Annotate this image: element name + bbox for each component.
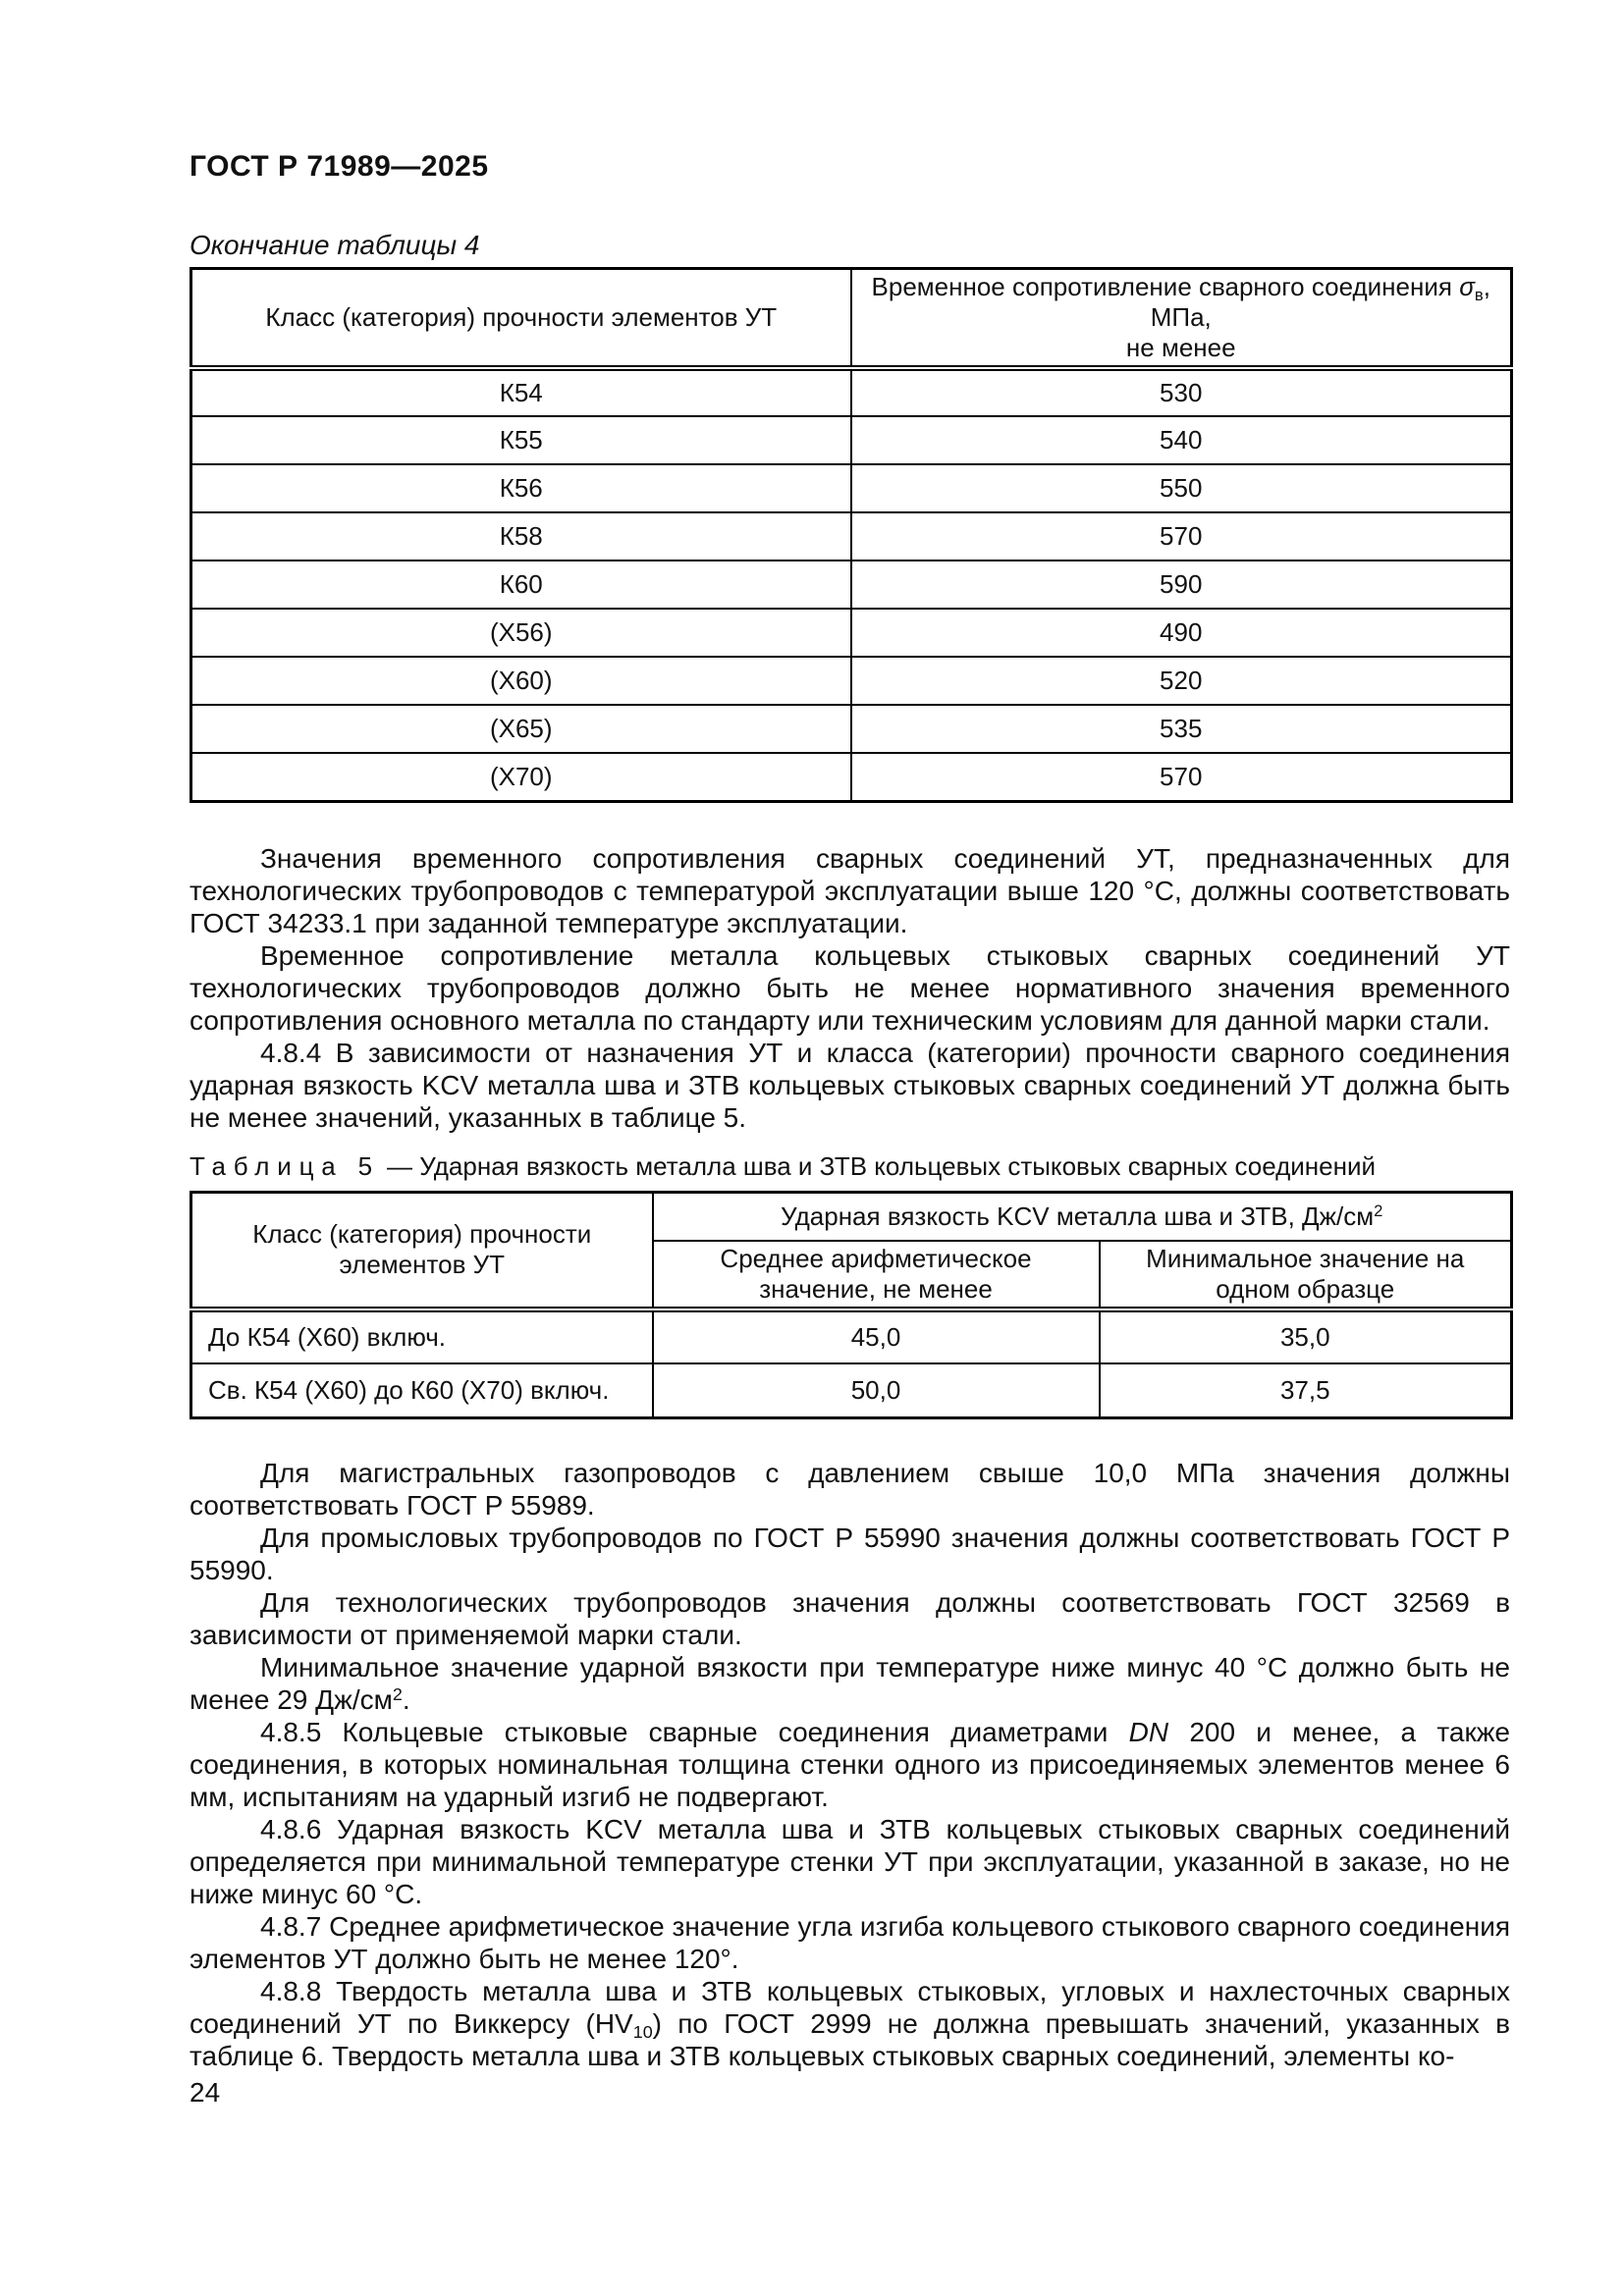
table-cell: 45,0 bbox=[653, 1309, 1100, 1363]
table-cell: К58 bbox=[191, 512, 851, 561]
table-row bbox=[191, 705, 1512, 753]
paragraph-min-impact-value: Минимальное значение ударной вязкости при температуре ниже минус 40 °С должно быть не менее 29 $Дж/см^2$. bbox=[189, 1651, 1510, 1715]
table4-col2-header: Временное сопротивление сварного соединения σв, МПа, не менее bbox=[851, 269, 1512, 369]
table-row bbox=[191, 368, 1512, 416]
table5-group-header: Ударная вязкость KCV металла шва и ЗТВ, $Дж/см^2$ bbox=[653, 1192, 1512, 1241]
table-cell: 50,0 bbox=[653, 1363, 1100, 1417]
paragraph-ring-joints-strength: Временное сопротивление металла кольцевых стыковых сварных соединений УТ технологических трубопроводов должно быть не менее нормативного значения временного сопротивления основного металла по стандарту или техническим условиям для данной марки стали. bbox=[189, 939, 1510, 1036]
table-row bbox=[191, 753, 1512, 801]
table-cell: 570 bbox=[851, 512, 1512, 561]
paragraph-4-8-5: 4.8.5 Кольцевые стыковые сварные соединения диаметрами DN 200 и менее, а также соединения, в которых номинальная толщина стенки одного из присоединяемых элементов менее 6 мм, испытаниям на ударный изгиб не подвергают. bbox=[189, 1716, 1510, 1812]
table4-body bbox=[191, 368, 1512, 801]
table-row bbox=[191, 609, 1512, 657]
table-cell: 540 bbox=[851, 416, 1512, 464]
table5-body bbox=[191, 1309, 1512, 1417]
paragraph-4-8-7: 4.8.7 Среднее арифметическое значение угла изгиба кольцевого стыкового сварного соединения элементов УТ должно быть не менее 120°. bbox=[189, 1910, 1510, 1974]
body-text-block-1 bbox=[189, 842, 1510, 1134]
doc-code: ГОСТ Р 71989—2025 bbox=[189, 150, 489, 183]
table-cell: (Х70) bbox=[191, 753, 851, 801]
table-cell: 535 bbox=[851, 705, 1512, 753]
table-row bbox=[191, 657, 1512, 705]
paragraph-tech-pipelines-gost32569: Для технологических трубопроводов значения должны соответствовать ГОСТ 32569 в зависимости от применяемой марки стали. bbox=[189, 1586, 1510, 1650]
table-row bbox=[191, 1309, 1512, 1363]
table-cell: 490 bbox=[851, 609, 1512, 657]
table5-col3-header: Минимальное значение на одном образце bbox=[1100, 1241, 1512, 1309]
table4-header-row bbox=[191, 269, 1512, 369]
table-row bbox=[191, 1363, 1512, 1417]
table5 bbox=[189, 1191, 1513, 1419]
table-row bbox=[191, 464, 1512, 512]
table5-caption-label: Таблица 5 bbox=[189, 1150, 380, 1181]
table-cell: 520 bbox=[851, 657, 1512, 705]
table-row bbox=[191, 416, 1512, 464]
table-cell: (Х56) bbox=[191, 609, 851, 657]
page-number: 24 bbox=[189, 2077, 221, 2108]
body-text-block-2 bbox=[189, 1457, 1510, 2072]
table-row bbox=[191, 512, 1512, 561]
table-row bbox=[191, 561, 1512, 609]
table-cell: К56 bbox=[191, 464, 851, 512]
table4-col1-header: Класс (категория) прочности элементов УТ bbox=[191, 269, 851, 369]
table-cell: К55 bbox=[191, 416, 851, 464]
table4-continuation-caption: Окончание таблицы 4 bbox=[189, 230, 480, 260]
paragraph-values-tech-pipelines: Значения временного сопротивления сварных соединений УТ, предназначенных для технологических трубопроводов с температурой эксплуатации выше 120 °С, должны соответствовать ГОСТ 34233.1 при заданной температуре эксплуатации. bbox=[189, 842, 1510, 938]
table-cell: До К54 (Х60) включ. bbox=[191, 1309, 653, 1363]
table-cell: К54 bbox=[191, 368, 851, 416]
paragraph-4-8-4: 4.8.4 В зависимости от назначения УТ и класса (категории) прочности сварного соединения ударная вязкость KCV металла шва и ЗТВ кольцевых стыковых сварных соединений УТ должна быть не менее значений, указанных в таблице 5. bbox=[189, 1037, 1510, 1133]
table4 bbox=[189, 267, 1513, 803]
table-cell: Св. К54 (Х60) до К60 (Х70) включ. bbox=[191, 1363, 653, 1417]
paragraph-4-8-8: 4.8.8 Твердость металла шва и ЗТВ кольцевых стыковых, угловых и нахлесточных сварных соединений УТ по Виккерсу (HV10) по ГОСТ 2999 не должна превышать значений, указанных в таблице 6. Твердость металла шва и ЗТВ кольцевых стыковых сварных соединений, элементы ко- bbox=[189, 1975, 1510, 2071]
table5-col2-header: Среднее арифметическое значение, не менее bbox=[653, 1241, 1100, 1309]
table-cell: 570 bbox=[851, 753, 1512, 801]
table-cell: 530 bbox=[851, 368, 1512, 416]
table-cell: (Х60) bbox=[191, 657, 851, 705]
table-cell: 37,5 bbox=[1100, 1363, 1512, 1417]
table-cell: К60 bbox=[191, 561, 851, 609]
table-cell: 590 bbox=[851, 561, 1512, 609]
table5-caption-text: — Ударная вязкость металла шва и ЗТВ кольцевых стыковых сварных соединений bbox=[379, 1150, 1377, 1181]
table-cell: (Х65) bbox=[191, 705, 851, 753]
paragraph-4-8-6: 4.8.6 Ударная вязкость KCV металла шва и ЗТВ кольцевых стыковых сварных соединений определяется при минимальной температуре стенки УТ при эксплуатации, указанной в заказе, но не ниже минус 60 °С. bbox=[189, 1813, 1510, 1909]
paragraph-main-gas-pipelines: Для магистральных газопроводов с давлением свыше 10,0 МПа значения должны соответствовать ГОСТ Р 55989. bbox=[189, 1457, 1510, 1521]
table5-header-row-1 bbox=[191, 1192, 1512, 1241]
table5-col1-header: Класс (категория) прочности элементов УТ bbox=[191, 1192, 653, 1309]
table-cell: 550 bbox=[851, 464, 1512, 512]
table5-caption bbox=[189, 1150, 1510, 1183]
paragraph-field-pipelines: Для промысловых трубопроводов по ГОСТ Р 55990 значения должны соответствовать ГОСТ Р 55990. bbox=[189, 1522, 1510, 1585]
table-cell: 35,0 bbox=[1100, 1309, 1512, 1363]
